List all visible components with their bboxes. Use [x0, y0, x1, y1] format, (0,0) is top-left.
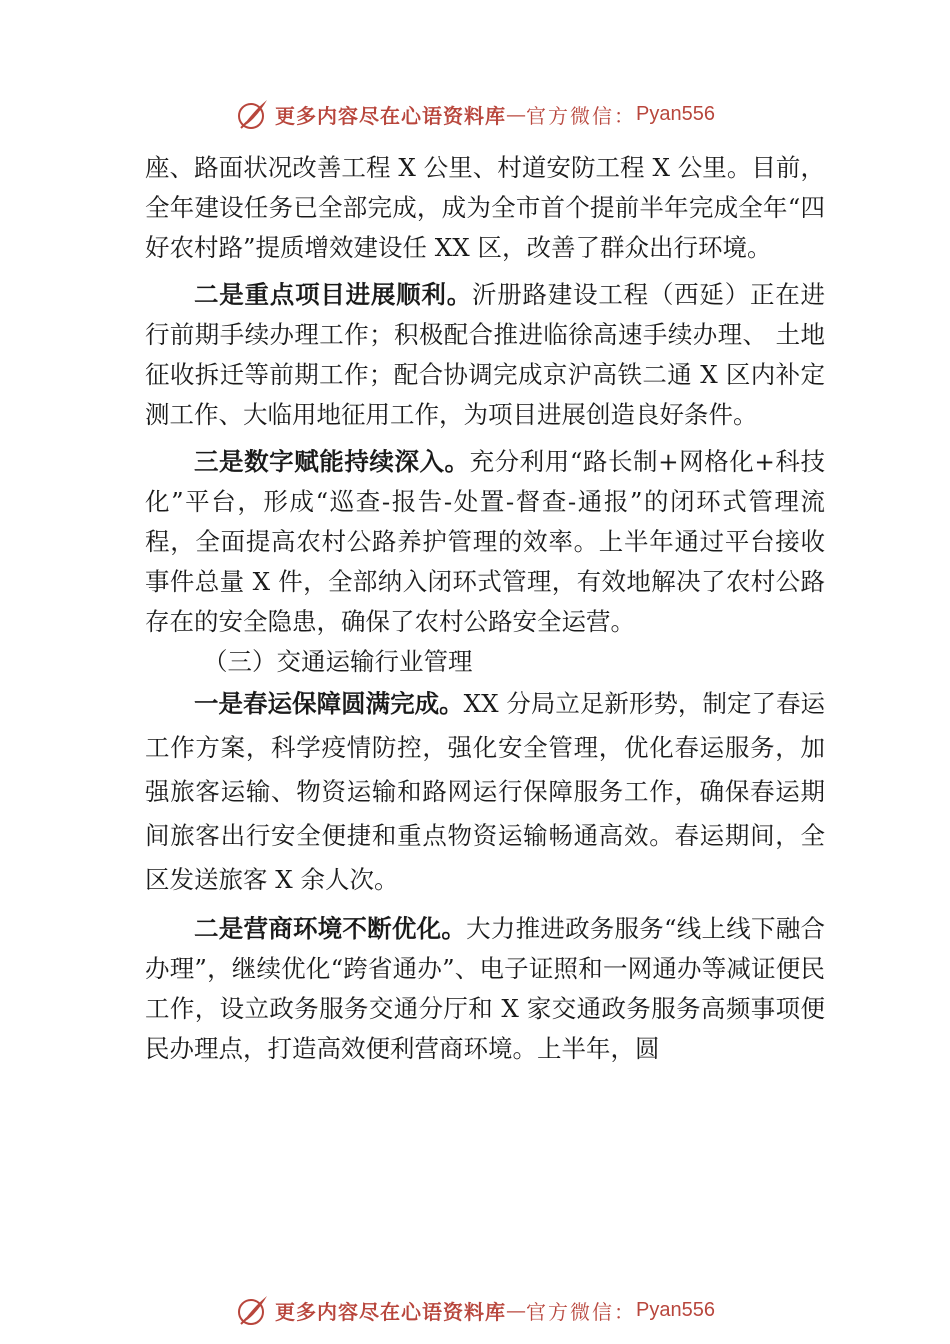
- banner-wechat-id: Pyan556: [636, 102, 715, 125]
- quill-logo-icon: [235, 96, 271, 132]
- paragraph-lead: 三是数字赋能持续深入。: [194, 447, 470, 476]
- banner-wechat-id: Pyan556: [636, 1298, 715, 1321]
- banner-separator: —: [506, 102, 527, 126]
- paragraph-lead: 二是重点项目进展顺利。: [194, 280, 472, 309]
- paragraph-body: 沂册路建设工程（西延）正在进行前期手续办理工作；积极配合推进临徐高速手续办理、 土地征收拆迁等前期工作；配合协调完成京沪高铁二通 X 区内补定测工作、大临用地征用工作，为项目进展创造良好条件。: [145, 280, 826, 429]
- paragraph-spring-transport: [145, 682, 825, 902]
- banner-separator: —: [506, 1298, 527, 1322]
- banner-brand-text: 更多内容尽在心语资料库: [275, 103, 507, 128]
- paragraph-lead: 二是营商环境不断优化。: [194, 914, 467, 943]
- paragraph-road-works: 座、路面状况改善工程 X 公里、村道安防工程 X 公里。目前，全年建设任务已全部完成，成为全市首个提前半年完成全年“四好农村路”提质增效建设任 XX 区，改善了群众出行环境。: [145, 153, 825, 262]
- paragraph-body: 大力推进政务服务“线上线下融合办理”，继续优化“跨省通办”、电子证照和一网通办等减证便民工作，设立政务服务交通分厅和 X 家交通政务服务高频事项便民办理点，打造高效便利营商环境。上半年，圆: [145, 914, 825, 1063]
- banner-wechat-label: 官方微信：: [526, 103, 637, 128]
- footer-watermark-banner: [0, 1290, 950, 1330]
- document-body: [145, 148, 825, 1069]
- banner-brand-text: 更多内容尽在心语资料库: [275, 1299, 507, 1324]
- paragraph-body: XX 分局立足新形势，制定了春运工作方案，科学疫情防控，强化安全管理，优化春运服务，加强旅客运输、物资运输和路网运行保障服务工作，确保春运期间旅客出行安全便捷和重点物资运输畅通高效。春运期间，全区发送旅客 X 余人次。: [145, 689, 826, 894]
- paragraph-lead: 一是春运保障圆满完成。: [194, 689, 464, 718]
- header-watermark-banner: [0, 94, 950, 134]
- paragraph-business-env: [145, 909, 825, 1069]
- quill-logo-icon: [235, 1292, 271, 1328]
- paragraph-digital: [145, 442, 825, 642]
- paragraph-key-projects: [145, 275, 825, 435]
- paragraph-body: 充分利用“路长制+网格化+科技化”平台，形成“巡查-报告-处置-督查-通报”的闭环式管理流程，全面提高农村公路养护管理的效率。上半年通过平台接收事件总量 X 件，全部纳入闭环式管理，有效地解决了农村公路存在的安全隐患，确保了农村公路安全运营。: [145, 447, 825, 636]
- section-heading: （三）交通运输行业管理: [203, 647, 473, 676]
- banner-wechat-label: 官方微信：: [526, 1299, 637, 1324]
